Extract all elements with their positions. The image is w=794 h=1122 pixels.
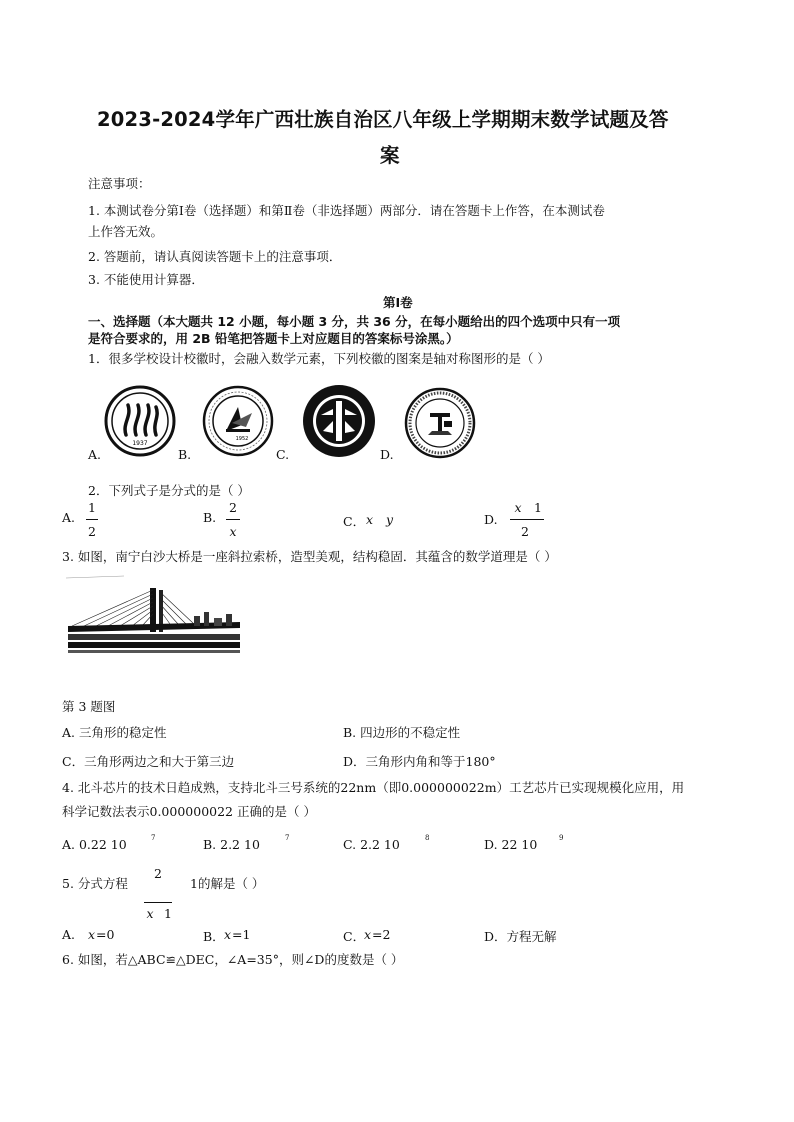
q2-a-denominator: 2 bbox=[88, 524, 96, 539]
bridge-photo bbox=[64, 574, 240, 662]
q5-option-c-label: C． bbox=[343, 929, 366, 944]
q5-stem-post: 1的解是（ ） bbox=[190, 876, 265, 891]
q1-stem: 1．很多学校设计校徽时，会融入数学元素，下列校徽的图案是轴对称图形的是（ ） bbox=[88, 351, 550, 366]
q2-option-b-label: B. bbox=[203, 510, 217, 525]
q5-option-a-var: x bbox=[88, 927, 96, 942]
q4-option-b-exponent: 7 bbox=[285, 834, 290, 842]
q2-d-numerator-1: 1 bbox=[534, 500, 542, 515]
q3-option-b: B. 四边形的不稳定性 bbox=[343, 725, 461, 740]
q5-option-a-val: =0 bbox=[96, 927, 115, 942]
q4-option-d-exponent: 9 bbox=[559, 834, 564, 842]
q1-option-b: B. bbox=[178, 447, 192, 462]
q2-b-denominator: x bbox=[229, 524, 237, 539]
q4-stem-line1: 4. 北斗芯片的技术日趋成熟，支持北斗三号系统的22nm（即0.000000022m）工艺芯片已实现规模化应用，用 bbox=[62, 780, 685, 795]
q2-c-y: y bbox=[386, 512, 394, 527]
q2-a-fraction-bar bbox=[86, 519, 98, 520]
q2-d-fraction-bar bbox=[510, 519, 544, 520]
badge-d-image bbox=[404, 387, 476, 459]
q5-denominator-1: 1 bbox=[164, 906, 172, 921]
q3-option-c: C．三角形两边之和大于第三边 bbox=[62, 754, 235, 769]
notice-item-1-cont: 上作答无效。 bbox=[88, 224, 164, 239]
q5-option-b-val: =1 bbox=[232, 927, 251, 942]
q2-d-numerator-x: x bbox=[514, 500, 522, 515]
q6-stem: 6. 如图，若△ABC≌△DEC，∠A=35°，则∠D的度数是（ ） bbox=[62, 952, 404, 967]
q5-stem-pre: 5. 分式方程 bbox=[62, 876, 128, 891]
q2-a-numerator: 1 bbox=[88, 500, 96, 515]
q5-option-d: D．方程无解 bbox=[484, 929, 557, 944]
q4-stem-line2: 科学记数法表示0.000000022 正确的是（ ） bbox=[62, 804, 316, 819]
badge-c-image bbox=[301, 383, 377, 459]
q1-option-c: C. bbox=[276, 447, 290, 462]
q5-option-a-label: A. bbox=[62, 927, 76, 942]
q5-denominator-x: x bbox=[146, 906, 154, 921]
q5-numerator: 2 bbox=[154, 866, 162, 881]
q2-stem: 2．下列式子是分式的是（ ） bbox=[88, 483, 250, 498]
q5-option-b-var: x bbox=[224, 927, 232, 942]
notice-item-2: 2. 答题前，请认真阅读答题卡上的注意事项． bbox=[88, 249, 342, 264]
q2-option-d-label: D. bbox=[484, 512, 498, 527]
q4-option-b: B. 2.2 10 bbox=[203, 837, 260, 852]
section-title: 第Ⅰ卷 bbox=[383, 295, 413, 310]
part1-instructions-line1: 一、选择题（本大题共 12 小题，每小题 3 分，共 36 分，在每小题给出的四个选项中只有一项 bbox=[88, 314, 621, 329]
badge-a-year: 1937 bbox=[132, 440, 148, 447]
q4-option-c: C. 2.2 10 bbox=[343, 837, 400, 852]
q5-option-b-label: B． bbox=[203, 929, 225, 944]
q1-option-a: A. bbox=[88, 447, 102, 462]
q2-option-a-label: A. bbox=[62, 510, 76, 525]
q3-option-a: A. 三角形的稳定性 bbox=[62, 725, 167, 740]
q4-option-c-exponent: 8 bbox=[425, 834, 430, 842]
doc-title-line1: 2023-2024学年广西壮族自治区八年级上学期期末数学试题及答 bbox=[97, 108, 669, 131]
q3-option-d: D．三角形内角和等于180° bbox=[343, 754, 496, 769]
part1-instructions-line2: 是符合要求的，用 2B 铅笔把答题卡上对应题目的答案标号涂黑。） bbox=[88, 331, 459, 346]
q4-option-d: D. 22 10 bbox=[484, 837, 538, 852]
badge-b-year: 1952 bbox=[235, 436, 249, 442]
q3-stem: 3. 如图，南宁白沙大桥是一座斜拉索桥，造型美观，结构稳固．其蕴含的数学道理是（ ） bbox=[62, 549, 557, 564]
q5-option-c-val: =2 bbox=[372, 927, 391, 942]
q1-option-d: D. bbox=[380, 447, 394, 462]
badge-a-image bbox=[104, 385, 176, 457]
q2-b-numerator: 2 bbox=[229, 500, 237, 515]
doc-title-line2: 案 bbox=[380, 144, 400, 167]
q2-b-fraction-bar bbox=[226, 519, 240, 520]
q4-option-a: A. 0.22 10 bbox=[62, 837, 127, 852]
q2-option-c-label: C． bbox=[343, 514, 366, 529]
q4-option-a-exponent: 7 bbox=[151, 834, 156, 842]
q5-option-c-var: x bbox=[364, 927, 372, 942]
q2-c-x: x bbox=[366, 512, 374, 527]
notice-item-1: 1. 本测试卷分第Ⅰ卷（选择题）和第Ⅱ卷（非选择题）两部分．请在答题卡上作答，在本测试卷 bbox=[88, 203, 605, 218]
badge-b-image bbox=[202, 385, 274, 457]
notice-heading: 注意事项： bbox=[88, 176, 151, 191]
q3-caption: 第 3 题图 bbox=[62, 699, 116, 714]
notice-item-3: 3. 不能使用计算器． bbox=[88, 272, 204, 287]
q5-fraction-bar bbox=[144, 902, 172, 903]
q2-d-denominator: 2 bbox=[521, 524, 529, 539]
